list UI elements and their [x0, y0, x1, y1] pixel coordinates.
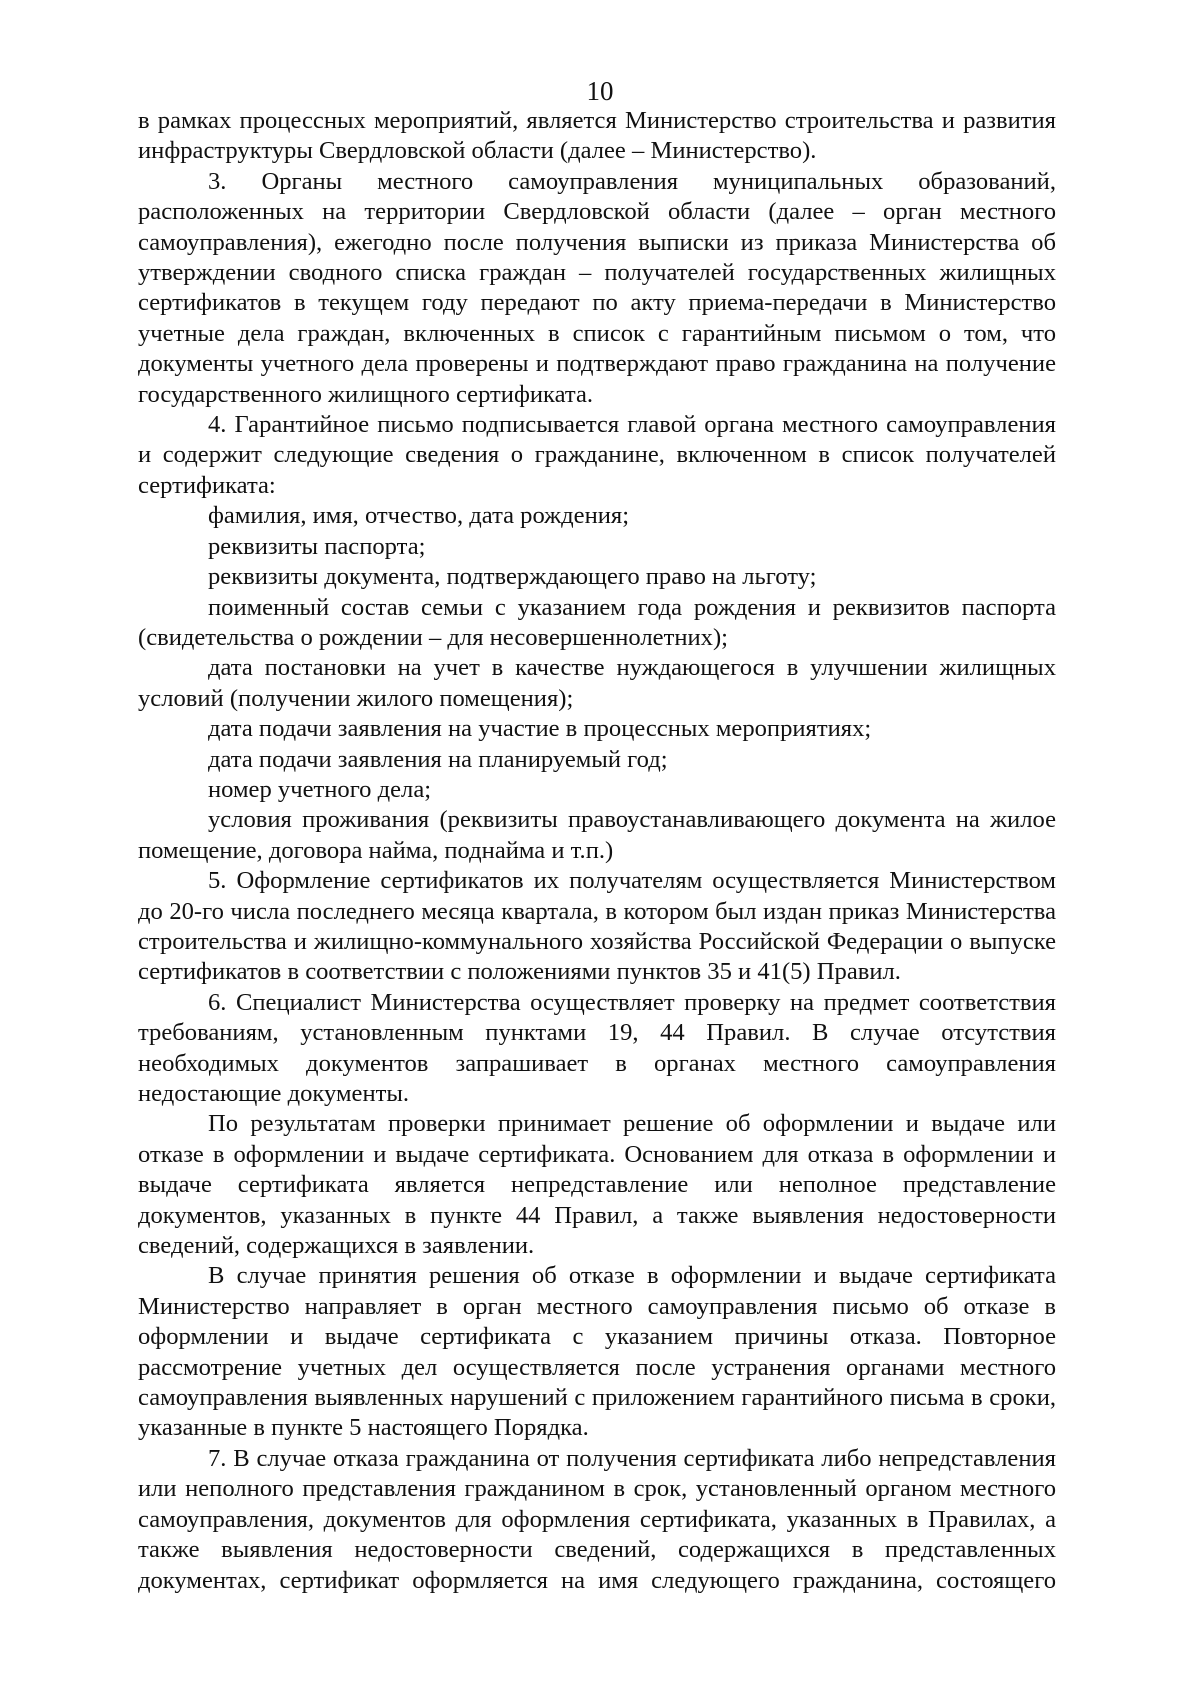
list-item-full-name: фамилия, имя, отчество, дата рождения; [208, 502, 630, 530]
list-item-living-conditions: условия проживания (реквизиты правоустанавливающего документа на жилое помещение, договора найма, поднайма и т.п.) [138, 806, 1056, 864]
paragraph-refusal: В случае принятия решения об отказе в оформлении и выдаче сертификата Министерство направляет в орган местного самоуправления письмо об отказе в оформлении и выдаче сертификата с указанием причины отказа. Повторное рассмотрение учетных дел осуществляется после устранения органами местного самоуправления выявленных нарушений с приложением гарантийного письма в сроки, указанные в пункте 5 настоящего Порядка. [138, 1262, 1056, 1442]
list-item-registration-date: дата постановки на учет в качестве нуждающегося в улучшении жилищных условий (получении жилого помещения); [138, 654, 1056, 712]
paragraph-item-4: 4. Гарантийное письмо подписывается главой органа местного самоуправления и содержит следующие сведения о гражданине, включенном в список получателей сертификата: [138, 411, 1056, 499]
list-item-case-number: номер учетного дела; [208, 775, 432, 803]
list-item-benefit-document: реквизиты документа, подтверждающего право на льготу; [208, 563, 817, 591]
list-item-planned-year-date: дата подачи заявления на планируемый год; [208, 745, 668, 773]
list-item-application-date: дата подачи заявления на участие в процессных мероприятиях; [208, 715, 872, 743]
page-number: 10 [586, 76, 614, 106]
paragraph-item-3: 3. Органы местного самоуправления муниципальных образований, расположенных на территории Свердловской области (далее – орган местного самоуправления), ежегодно после получения выписки из приказа Министерства об утверждении сводного списка граждан – получателей государственных жилищных сертификатов в текущем году передают по акту приема-передачи в Министерство учетные дела граждан, включенных в список с гарантийным письмом о том, что документы учетного дела проверены и подтверждают право гражданина на получение государственного жилищного сертификата. [138, 167, 1056, 408]
paragraph-item-5: 5. Оформление сертификатов их получателям осуществляется Министерством до 20-го числа последнего месяца квартала, в котором был издан приказ Министерства строительства и жилищно-коммунального хозяйства Российской Федерации о выпуске сертификатов в соответствии с положениями пунктов 35 и 41(5) Правил. [138, 867, 1056, 986]
paragraph-item-6: 6. Специалист Министерства осуществляет проверку на предмет соответствия требованиям, установленным пунктами 19, 44 Правил. В случае отсутствия необходимых документов запрашивает в органах местного самоуправления недостающие документы. [138, 988, 1056, 1107]
list-item-family: поименный состав семьи с указанием года рождения и реквизитов паспорта (свидетельства о рождении – для несовершеннолетних); [138, 593, 1056, 651]
paragraph-review-results: По результатам проверки принимает решение об оформлении и выдаче или отказе в оформлении и выдаче сертификата. Основанием для отказа в оформлении и выдаче сертификата является непредставление или неполное представление документов, указанных в пункте 44 Правил, а также выявления недостоверности сведений, содержащихся в заявлении. [138, 1110, 1056, 1260]
paragraph-continuation: в рамках процессных мероприятий, является Министерство строительства и развития инфраструктуры Свердловской области (далее – Министерство). [138, 107, 1056, 165]
list-item-passport: реквизиты паспорта; [208, 532, 426, 560]
paragraph-item-7: 7. В случае отказа гражданина от получения сертификата либо непредставления или неполного представления гражданином в срок, установленный органом местного самоуправления, документов для оформления сертификата, указанных в Правилах, а также выявления недостоверности сведений, содержащихся в представленных документах, сертификат оформляется на имя следующего гражданина, состоящего [138, 1444, 1056, 1594]
document-body [138, 106, 1056, 1596]
